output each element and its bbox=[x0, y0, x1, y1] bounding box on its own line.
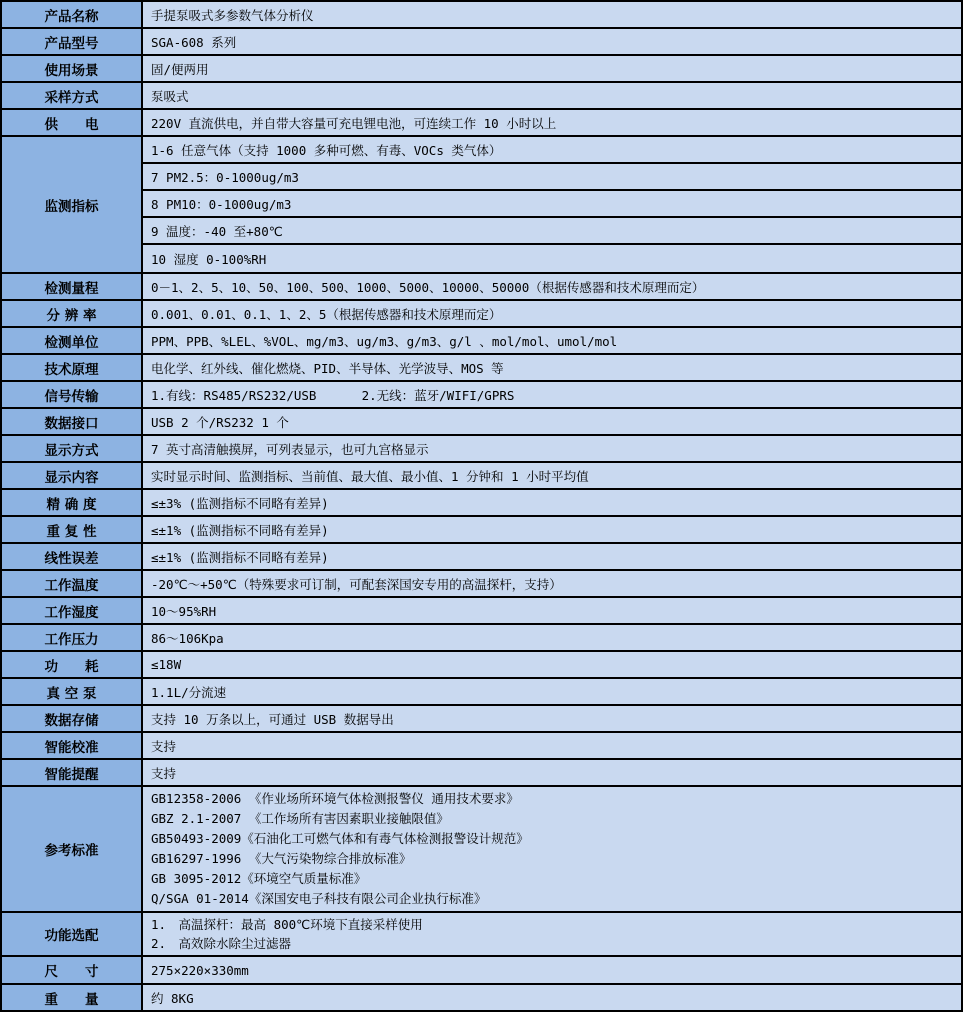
spec-label-monitoring-indicators: 监测指标 bbox=[2, 137, 143, 272]
spec-row-display-mode bbox=[2, 436, 961, 463]
spec-label-signal-transmission: 信号传输 bbox=[2, 382, 143, 407]
spec-row-working-pressure bbox=[2, 625, 961, 652]
spec-row-repeatability bbox=[2, 517, 961, 544]
spec-value-line-reference-standards-1: GB12358-2006 《作业场所环境气体检测报警仪 通用技术要求》 bbox=[151, 791, 519, 806]
spec-row-working-humidity bbox=[2, 598, 961, 625]
spec-value-line-reference-standards-5: GB 3095-2012《环境空气质量标准》 bbox=[151, 871, 367, 886]
spec-label-sampling-method: 采样方式 bbox=[2, 83, 143, 108]
spec-row-sampling-method bbox=[2, 83, 961, 110]
spec-label-working-pressure: 工作压力 bbox=[2, 625, 143, 650]
spec-label-working-temperature: 工作温度 bbox=[2, 571, 143, 596]
spec-value-working-pressure: 86～106Kpa bbox=[143, 625, 961, 650]
spec-label-technical-principle: 技术原理 bbox=[2, 355, 143, 380]
spec-label-detection-range: 检测量程 bbox=[2, 274, 143, 299]
spec-label-data-interface: 数据接口 bbox=[2, 409, 143, 434]
spec-label-linearity-error: 线性误差 bbox=[2, 544, 143, 569]
spec-subvalue-monitoring-indicators-4: 9 温度：-40 至+80℃ bbox=[143, 218, 961, 245]
spec-value-detection-unit: PPM、PPB、%LEL、%VOL、mg/m3、ug/m3、g/m3、g/l 、mol/mol、umol/mol bbox=[143, 328, 961, 353]
spec-value-sampling-method: 泵吸式 bbox=[143, 83, 961, 108]
spec-value-line-optional-features-1: 1. 高温探杆：最高 800℃环境下直接采样使用 bbox=[151, 917, 423, 932]
spec-subvalue-monitoring-indicators-3: 8 PM10：0-1000ug/m3 bbox=[143, 191, 961, 218]
spec-label-data-storage: 数据存储 bbox=[2, 706, 143, 731]
spec-value-accuracy: ≤±3% (监测指标不同略有差异) bbox=[143, 490, 961, 515]
spec-row-signal-transmission bbox=[2, 382, 961, 409]
spec-label-smart-reminder: 智能提醒 bbox=[2, 760, 143, 785]
spec-row-data-interface bbox=[2, 409, 961, 436]
spec-value-line-optional-features-2: 2. 高效除水除尘过滤器 bbox=[151, 936, 292, 951]
spec-row-smart-reminder bbox=[2, 760, 961, 787]
spec-value-vacuum-pump: 1.1L/分流速 bbox=[143, 679, 961, 704]
spec-row-resolution bbox=[2, 301, 961, 328]
spec-label-optional-features: 功能选配 bbox=[2, 913, 143, 955]
spec-label-detection-unit: 检测单位 bbox=[2, 328, 143, 353]
spec-row-accuracy bbox=[2, 490, 961, 517]
spec-row-linearity-error bbox=[2, 544, 961, 571]
spec-value-weight: 约 8KG bbox=[143, 985, 961, 1010]
spec-label-power-supply: 供 电 bbox=[2, 110, 143, 135]
spec-row-working-temperature bbox=[2, 571, 961, 598]
spec-value-working-temperature: -20℃～+50℃（特殊要求可订制，可配套深国安专用的高温探杆，支持） bbox=[143, 571, 961, 596]
spec-row-weight bbox=[2, 985, 961, 1012]
spec-row-technical-principle bbox=[2, 355, 961, 382]
spec-label-display-mode: 显示方式 bbox=[2, 436, 143, 461]
spec-value-data-interface: USB 2 个/RS232 1 个 bbox=[143, 409, 961, 434]
spec-value-smart-reminder: 支持 bbox=[143, 760, 961, 785]
spec-row-product-model bbox=[2, 29, 961, 56]
spec-value-signal-transmission: 1.有线：RS485/RS232/USB 2.无线：蓝牙/WIFI/GPRS bbox=[143, 382, 961, 407]
spec-value-working-humidity: 10～95%RH bbox=[143, 598, 961, 623]
spec-label-accuracy: 精 确 度 bbox=[2, 490, 143, 515]
spec-label-working-humidity: 工作湿度 bbox=[2, 598, 143, 623]
spec-value-line-reference-standards-4: GB16297-1996 《大气污染物综合排放标准》 bbox=[151, 851, 412, 866]
spec-label-resolution: 分 辨 率 bbox=[2, 301, 143, 326]
spec-row-product-name bbox=[2, 2, 961, 29]
spec-value-usage-scenario: 固/便两用 bbox=[143, 56, 961, 81]
spec-value-line-reference-standards-6: Q/SGA 01-2014《深国安电子科技有限公司企业执行标准》 bbox=[151, 891, 487, 906]
spec-value-data-storage: 支持 10 万条以上，可通过 USB 数据导出 bbox=[143, 706, 961, 731]
spec-label-product-model: 产品型号 bbox=[2, 29, 143, 54]
spec-value-power-supply: 220V 直流供电，并自带大容量可充电锂电池，可连续工作 10 小时以上 bbox=[143, 110, 961, 135]
spec-label-product-name: 产品名称 bbox=[2, 2, 143, 27]
spec-row-detection-range bbox=[2, 274, 961, 301]
spec-value-product-model: SGA-608 系列 bbox=[143, 29, 961, 54]
spec-value-optional-features bbox=[143, 913, 961, 955]
spec-value-reference-standards bbox=[143, 787, 961, 911]
spec-value-line-reference-standards-2: GBZ 2.1-2007 《工作场所有害因素职业接触限值》 bbox=[151, 811, 449, 826]
spec-value-linearity-error: ≤±1% (监测指标不同略有差异) bbox=[143, 544, 961, 569]
spec-row-data-storage bbox=[2, 706, 961, 733]
spec-value-power-consumption: ≤18W bbox=[143, 652, 961, 677]
spec-value-dimensions: 275×220×330mm bbox=[143, 957, 961, 983]
spec-value-technical-principle: 电化学、红外线、催化燃烧、PID、半导体、光学波导、MOS 等 bbox=[143, 355, 961, 380]
spec-value-display-mode: 7 英寸高清触摸屏，可列表显示，也可九宫格显示 bbox=[143, 436, 961, 461]
spec-subvalue-monitoring-indicators-2: 7 PM2.5：0-1000ug/m3 bbox=[143, 164, 961, 191]
spec-row-reference-standards bbox=[2, 787, 961, 913]
spec-label-display-content: 显示内容 bbox=[2, 463, 143, 488]
spec-row-vacuum-pump bbox=[2, 679, 961, 706]
spec-value-detection-range: 0－1、2、5、10、50、100、500、1000、5000、10000、50000（根据传感器和技术原理而定） bbox=[143, 274, 961, 299]
spec-value-repeatability: ≤±1% (监测指标不同略有差异) bbox=[143, 517, 961, 542]
spec-label-weight: 重 量 bbox=[2, 985, 143, 1010]
spec-row-monitoring-indicators bbox=[2, 137, 961, 274]
spec-label-dimensions: 尺 寸 bbox=[2, 957, 143, 983]
spec-row-power-consumption bbox=[2, 652, 961, 679]
spec-label-smart-calibration: 智能校准 bbox=[2, 733, 143, 758]
spec-row-usage-scenario bbox=[2, 56, 961, 83]
spec-label-reference-standards: 参考标准 bbox=[2, 787, 143, 911]
spec-row-optional-features bbox=[2, 913, 961, 957]
spec-label-usage-scenario: 使用场景 bbox=[2, 56, 143, 81]
spec-label-vacuum-pump: 真 空 泵 bbox=[2, 679, 143, 704]
spec-value-product-name: 手提泵吸式多参数气体分析仪 bbox=[143, 2, 961, 27]
spec-subvalue-monitoring-indicators-1: 1-6 任意气体（支持 1000 多种可燃、有毒、VOCs 类气体） bbox=[143, 137, 961, 164]
spec-row-detection-unit bbox=[2, 328, 961, 355]
spec-label-repeatability: 重 复 性 bbox=[2, 517, 143, 542]
spec-value-display-content: 实时显示时间、监测指标、当前值、最大值、最小值、1 分钟和 1 小时平均值 bbox=[143, 463, 961, 488]
spec-row-power-supply bbox=[2, 110, 961, 137]
spec-value-resolution: 0.001、0.01、0.1、1、2、5（根据传感器和技术原理而定） bbox=[143, 301, 961, 326]
spec-row-smart-calibration bbox=[2, 733, 961, 760]
spec-subvalue-monitoring-indicators-5: 10 湿度 0-100%RH bbox=[143, 245, 961, 272]
spec-value-smart-calibration: 支持 bbox=[143, 733, 961, 758]
spec-label-power-consumption: 功 耗 bbox=[2, 652, 143, 677]
spec-row-dimensions bbox=[2, 957, 961, 985]
spec-value-line-reference-standards-3: GB50493-2009《石油化工可燃气体和有毒气体检测报警设计规范》 bbox=[151, 831, 529, 846]
spec-row-display-content bbox=[2, 463, 961, 490]
spec-value-group-monitoring-indicators bbox=[143, 137, 961, 272]
